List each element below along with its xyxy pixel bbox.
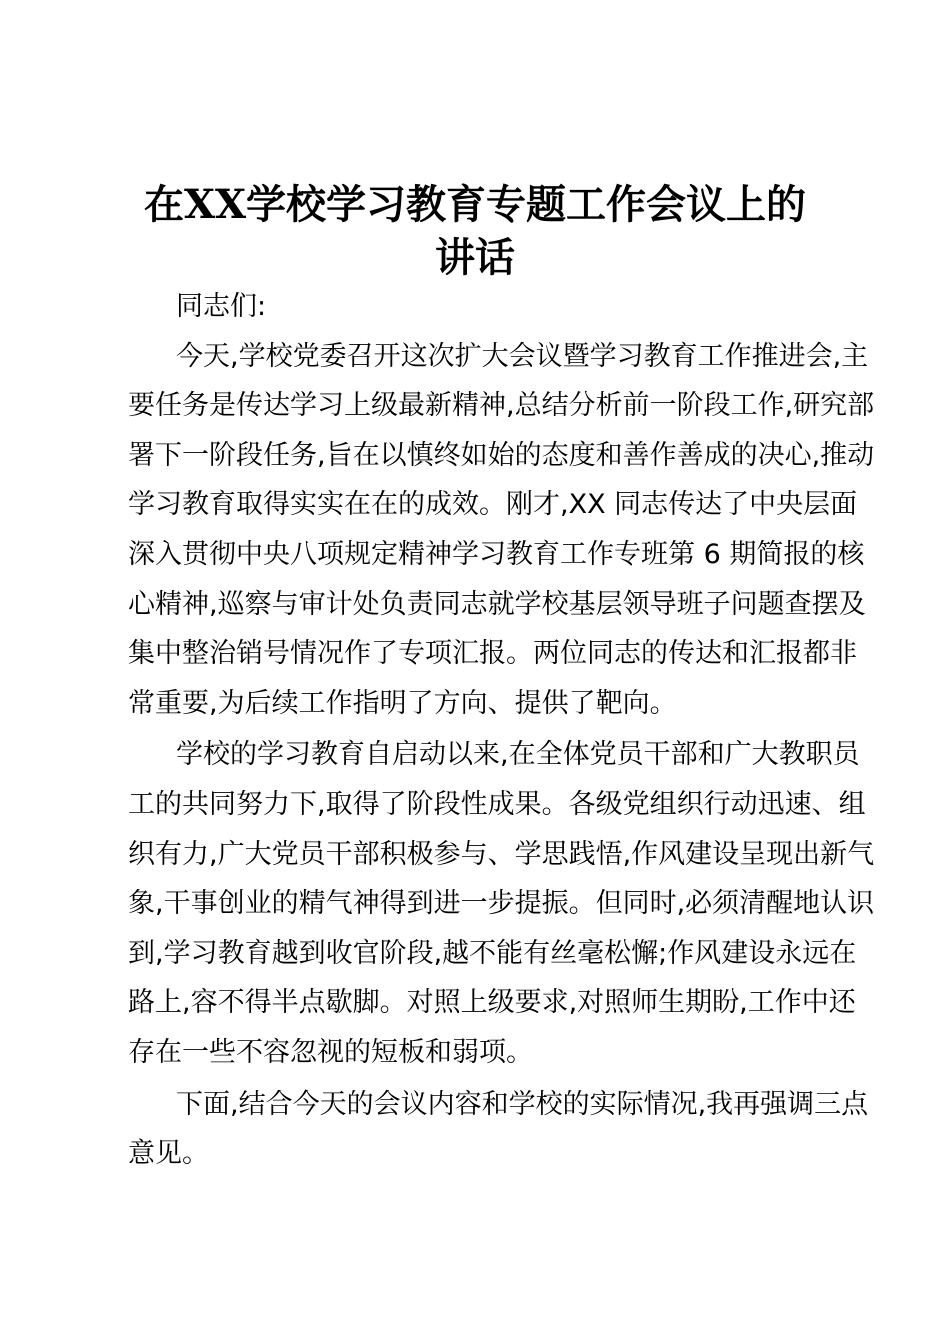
paragraph-3 [128,1080,869,1179]
paragraph-2 [128,730,875,1077]
paragraph-line: 常重要,为后续工作指明了方向、提供了靶向。 [128,687,677,719]
paragraph-line: 深入贯彻中央八项规定精神学习教育工作专班第 6 期简报的核 [128,538,865,570]
title-line-2: 讲话 [435,234,515,281]
paragraph-line: 路上,容不得半点歇脚。对照上级要求,对照师生期盼,工作中还 [128,987,856,1019]
paragraph-line: 今天,学校党委召开这次扩大会议暨学习教育工作推进会,主 [176,340,869,372]
paragraph-line: 织有力,广大党员干部积极参与、学思践悟,作风建设呈现出新气 [128,838,875,870]
paragraph-line: 存在一些不容忽视的短板和弱项。 [128,1036,533,1068]
title-line-1: 在XX学校学习教育专题工作会议上的 [143,181,807,228]
paragraph-line: 到,学习教育越到收官阶段,越不能有丝毫松懈;作风建设永远在 [128,937,857,969]
paragraph-line: 意见。 [128,1138,209,1170]
paragraph-line: 象,干事创业的精气神得到进一步提振。但同时,必须清醒地认识 [128,888,875,920]
paragraph-line: 学校的学习教育自启动以来,在全体党员干部和广大教职员 [176,739,860,771]
paragraph-line: 心精神,巡察与审计处负责同志就学校基层领导班子问题查摆及 [128,588,866,620]
paragraph-line: 集中整治销号情况作了专项汇报。两位同志的传达和汇报都非 [128,638,857,670]
document-body [128,282,875,1179]
paragraph-1 [128,332,875,729]
paragraph-line: 要任务是传达学习上级最新精神,总结分析前一阶段工作,研究部 [128,390,875,422]
paragraph-line: 工的共同努力下,取得了阶段性成果。各级党组织行动迅速、组 [128,788,866,820]
paragraph-line: 学习教育取得实实在在的成效。刚才,XX 同志传达了中央层面 [128,489,858,521]
document-title [100,178,850,284]
salutation: 同志们: [176,291,267,322]
paragraph-line: 署下一阶段任务,旨在以慎终如始的态度和善作善成的决心,推动 [128,439,875,471]
paragraph-line: 下面,结合今天的会议内容和学校的实际情况,我再强调三点 [176,1088,869,1120]
